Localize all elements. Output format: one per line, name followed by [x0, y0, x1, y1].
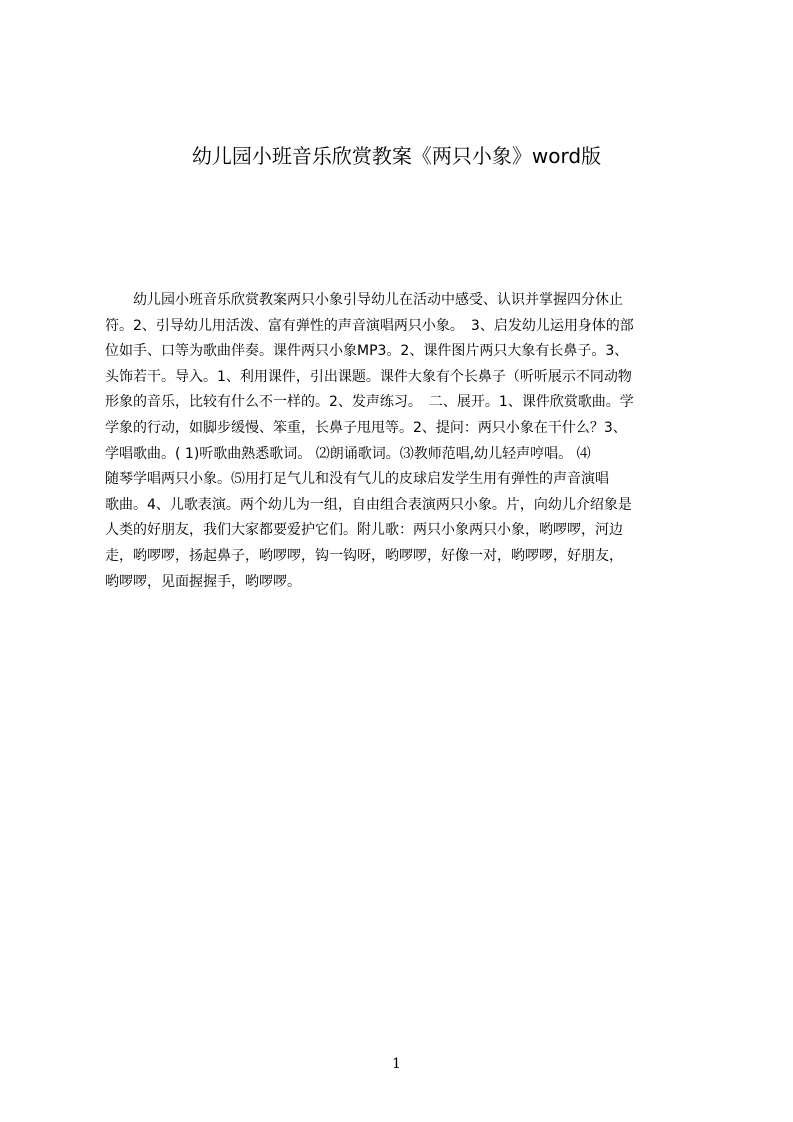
- page-number: 1: [392, 1056, 401, 1072]
- body-line: 人类的好朋友，我们大家都要爱护它们。附儿歌：两只小象两只小象，哟啰啰，河边: [105, 522, 623, 539]
- document-body: [105, 288, 697, 595]
- body-line: 走，哟啰啰，扬起鼻子，哟啰啰，钩一钩呀，哟啰啰，好像一对，哟啰啰，好朋友，: [105, 547, 623, 564]
- body-line: 头饰若干。导入。1、利用课件，引出课题。课件大象有个长鼻子（听听展示不同动物: [105, 368, 632, 385]
- body-line: 位如手、口等为歌曲伴奏。课件两只小象MP3。2、课件图片两只大象有长鼻子。3、: [105, 343, 629, 360]
- body-line: 形象的音乐，比较有什么不一样的。2、发声练习。 二、展开。1、课件欣赏歌曲。学: [105, 394, 634, 411]
- body-line: 学唱歌曲。( 1)听歌曲熟悉歌词。 ⑵朗诵歌词。⑶教师范唱,幼儿轻声哼唱。 ⑷: [105, 445, 591, 462]
- document-title: 幼儿园小班音乐欣赏教案《两只小象》word版: [191, 144, 602, 168]
- body-line: 学象的行动，如脚步缓慢、笨重，长鼻子甩甩等。2、提问：两只小象在干什么？3、: [105, 419, 627, 436]
- body-line: 随琴学唱两只小象。⑸用打足气儿和没有气儿的皮球启发学生用有弹性的声音演唱: [105, 471, 609, 488]
- body-line: 哟啰啰，见面握握手，哟啰啰。: [105, 573, 301, 590]
- body-line: 歌曲。4、儿歌表演。两个幼儿为一组，自由组合表演两只小象。片，向幼儿介绍象是: [105, 496, 632, 513]
- body-line: 符。2、引导幼儿用活泼、富有弹性的声音演唱两只小象。 3、启发幼儿运用身体的部: [105, 317, 634, 334]
- body-line: 幼儿园小班音乐欣赏教案两只小象引导幼儿在活动中感受、认识并掌握四分休止: [105, 292, 623, 308]
